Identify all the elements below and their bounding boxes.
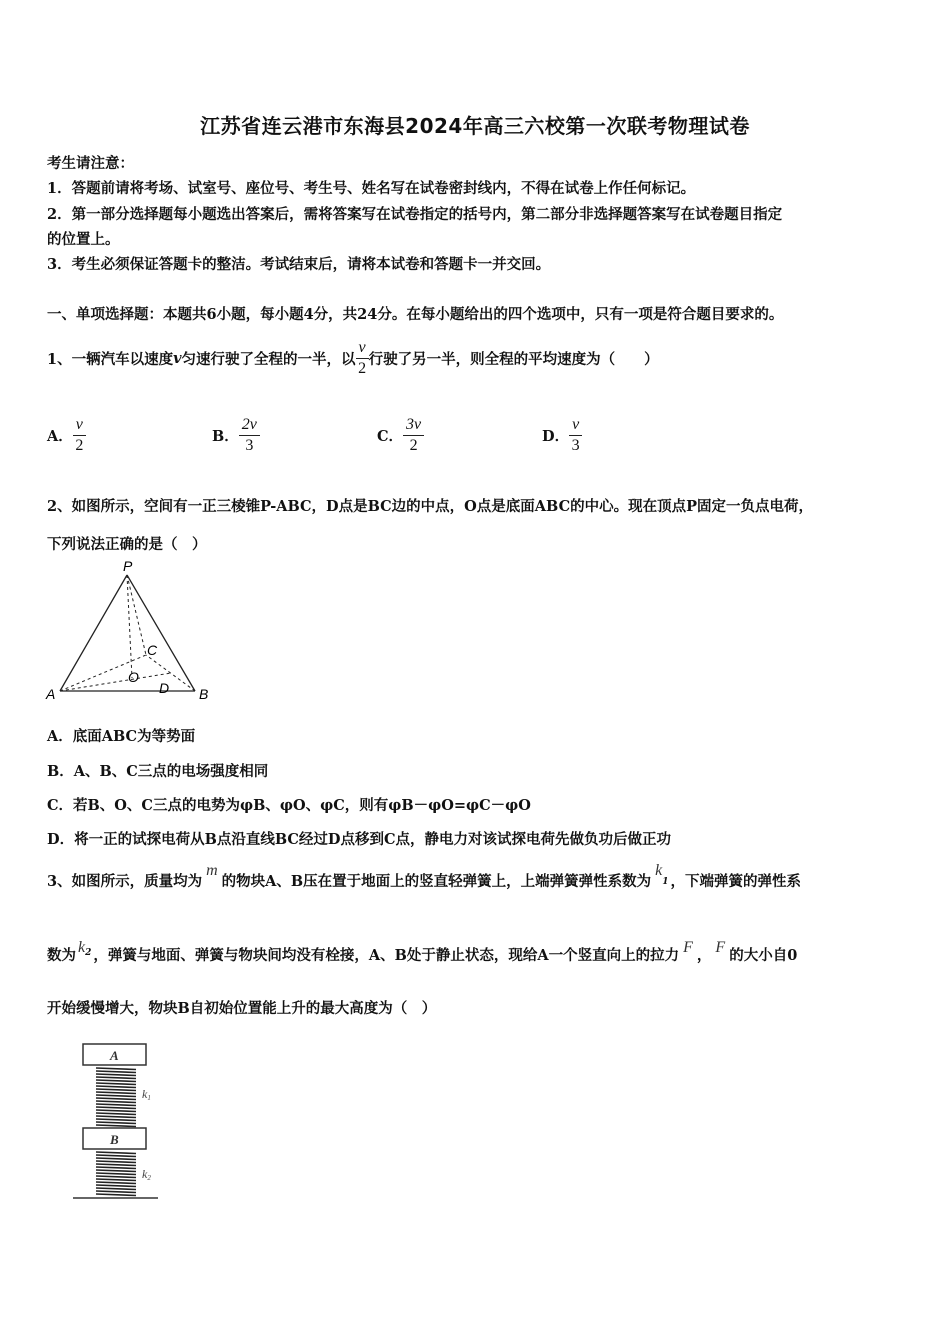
spring-coil	[96, 1155, 136, 1157]
q3-text-d: 数为	[47, 946, 76, 964]
label-c: C	[147, 642, 158, 658]
label-p: P	[123, 558, 133, 574]
q1-text-pre: 1、一辆汽车以速度	[47, 350, 174, 368]
q1-option-d-den: 3	[571, 436, 580, 454]
segment-ad	[60, 673, 171, 691]
spring-coil	[96, 1068, 136, 1070]
spring-coil	[96, 1152, 136, 1154]
q1-option-c-den: 2	[409, 436, 418, 454]
spring-coil	[96, 1167, 136, 1169]
spring-coil	[96, 1107, 136, 1109]
notice-item-2: 2．第一部分选择题每小题选出答案后，需将答案写在试卷指定的括号内，第二部分非选择题答案写在试卷题目指定	[47, 206, 783, 223]
spring-coil	[96, 1122, 136, 1124]
spring-coil	[96, 1188, 136, 1190]
q1-option-a-num: v	[73, 417, 86, 436]
page-title: 江苏省连云港市东海县2024年高三六校第一次联考物理试卷	[200, 114, 750, 138]
q1-option-a-label: A．	[47, 427, 73, 445]
label-o: O	[128, 669, 139, 685]
spring-coil	[96, 1158, 136, 1160]
spring-coil	[96, 1098, 136, 1100]
q3-symbol-f2: F	[715, 939, 726, 956]
spring-coil	[96, 1089, 136, 1091]
question-3-stem-line2	[47, 934, 797, 974]
spring-coil	[96, 1095, 136, 1097]
q2-option-a[interactable]: A．底面ABC为等势面	[47, 728, 196, 745]
q3-text-c: ，下端弹簧的弹性系	[670, 872, 802, 890]
q1-option-a[interactable]	[47, 412, 86, 458]
spring-coil	[96, 1086, 136, 1088]
q3-symbol-k2: k	[78, 939, 86, 956]
notice-heading: 考生请注意：	[47, 155, 134, 172]
spring-coil	[96, 1125, 136, 1127]
spring-coil	[96, 1080, 136, 1082]
spring-coil	[96, 1185, 136, 1187]
spring-coil	[96, 1182, 136, 1184]
question-2-stem-line1: 2、如图所示，空间有一正三棱锥P-ABC，D点是BC边的中点，O点是底面ABC的中心。现在顶点P固定一负点电荷，	[47, 498, 814, 515]
question-2-stem-line2: 下列说法正确的是（ ）	[47, 536, 207, 553]
q1-option-c[interactable]	[377, 412, 424, 458]
notice-item-2-cont: 的位置上。	[47, 231, 120, 248]
question-3-stem-line1	[47, 860, 801, 900]
q3-symbol-k1: k	[655, 862, 663, 879]
q3-text-e: ，弹簧与地面、弹簧与物块间均没有栓接，A、B处于静止状态，现给A一个竖直向上的拉力	[93, 946, 680, 964]
block-a-label: A	[110, 1048, 119, 1063]
spring-coil	[96, 1194, 136, 1196]
spring-coil	[96, 1110, 136, 1112]
q1-option-d-label: D．	[542, 427, 570, 445]
q1-option-b[interactable]	[212, 412, 260, 458]
notice-item-1: 1．答题前请将考场、试室号、座位号、考生号、姓名写在试卷密封线内，不得在试卷上作任何标记。	[47, 180, 696, 197]
spring-coil	[96, 1176, 136, 1178]
spring-k1-label: k1	[142, 1087, 151, 1102]
spring-coil	[96, 1173, 136, 1175]
spring-coil	[96, 1071, 136, 1073]
q3-text-a: 3、如图所示，质量均为	[47, 872, 203, 890]
pyramid-figure	[40, 558, 220, 703]
q3-text-g: 的大小自0	[729, 946, 798, 964]
label-b: B	[199, 686, 209, 702]
block-b-label: B	[110, 1132, 119, 1147]
spring-coil	[96, 1092, 136, 1094]
spring-coil	[96, 1164, 136, 1166]
q1-option-b-den: 3	[245, 436, 254, 454]
q1-text-mid: 匀速行驶了全程的一半，以	[181, 350, 356, 368]
spring-coil	[96, 1113, 136, 1115]
edge-pa	[60, 575, 127, 691]
spring-coil	[96, 1116, 136, 1118]
spring-coil	[96, 1119, 136, 1121]
spring-coil	[96, 1191, 136, 1193]
q1-frac-den: 2	[358, 359, 367, 377]
q1-option-c-num: 3v	[403, 417, 424, 436]
q1-option-d-frac	[569, 417, 582, 454]
spring-k2	[96, 1152, 136, 1196]
section-heading: 一、单项选择题：本题共6小题，每小题4分，共24分。在每小题给出的四个选项中，只有一项是符合题目要求的。	[47, 306, 784, 323]
spring-coil	[96, 1074, 136, 1076]
spring-k2-label: k2	[142, 1167, 151, 1182]
q1-option-b-frac	[239, 417, 260, 454]
q3-text-b: 的物块A、B压在置于地面上的竖直轻弹簧上，上端弹簧弹性系数为	[221, 872, 652, 890]
q3-text-f: ，	[696, 946, 712, 964]
question-3-stem-line3: 开始缓慢增大，物块B自初始位置能上升的最大高度为（ ）	[47, 1000, 437, 1017]
q3-symbol-k2-sub: 2	[85, 948, 92, 958]
spring-coil	[96, 1179, 136, 1181]
q1-frac-num: v	[356, 340, 369, 359]
spring-coil	[96, 1083, 136, 1085]
q3-symbol-f1: F	[683, 939, 693, 956]
spring-k1	[96, 1068, 136, 1127]
q1-option-c-frac	[403, 417, 424, 454]
spring-figure	[70, 1040, 170, 1205]
q1-option-d[interactable]	[542, 412, 582, 458]
q1-option-d-num: v	[569, 417, 582, 436]
spring-coil	[96, 1077, 136, 1079]
spring-coil	[96, 1161, 136, 1163]
q1-option-a-den: 2	[75, 436, 84, 454]
edge-bc	[146, 655, 195, 691]
label-d: D	[159, 680, 170, 696]
q1-option-c-label: C．	[377, 427, 404, 445]
q1-option-b-num: 2v	[239, 417, 260, 436]
spring-coil	[96, 1104, 136, 1106]
q1-text-post: 行驶了另一半，则全程的平均速度为（ ）	[368, 350, 659, 368]
spring-coil	[96, 1170, 136, 1172]
spring-coil	[96, 1101, 136, 1103]
q2-option-b[interactable]: B．A、B、C三点的电场强度相同	[47, 763, 269, 780]
q3-symbol-k1-sub: 1	[662, 877, 669, 887]
q3-symbol-m: m	[206, 862, 218, 879]
q2-option-c[interactable]: C．若B、O、C三点的电势为φB、φO、φC，则有φB－φO=φC－φO	[47, 797, 531, 814]
q1-var-v: v	[173, 349, 182, 367]
notice-item-3: 3．考生必须保证答题卡的整洁。考试结束后，请将本试卷和答题卡一并交回。	[47, 256, 551, 273]
label-a: A	[46, 686, 56, 702]
q1-option-b-label: B．	[212, 427, 239, 445]
q1-option-a-frac	[73, 417, 86, 454]
q1-fraction	[356, 340, 369, 377]
question-1-stem	[47, 333, 659, 383]
q2-option-d[interactable]: D．将一正的试探电荷从B点沿直线BC经过D点移到C点，静电力对该试探电荷先做负功后做正功	[47, 831, 672, 848]
